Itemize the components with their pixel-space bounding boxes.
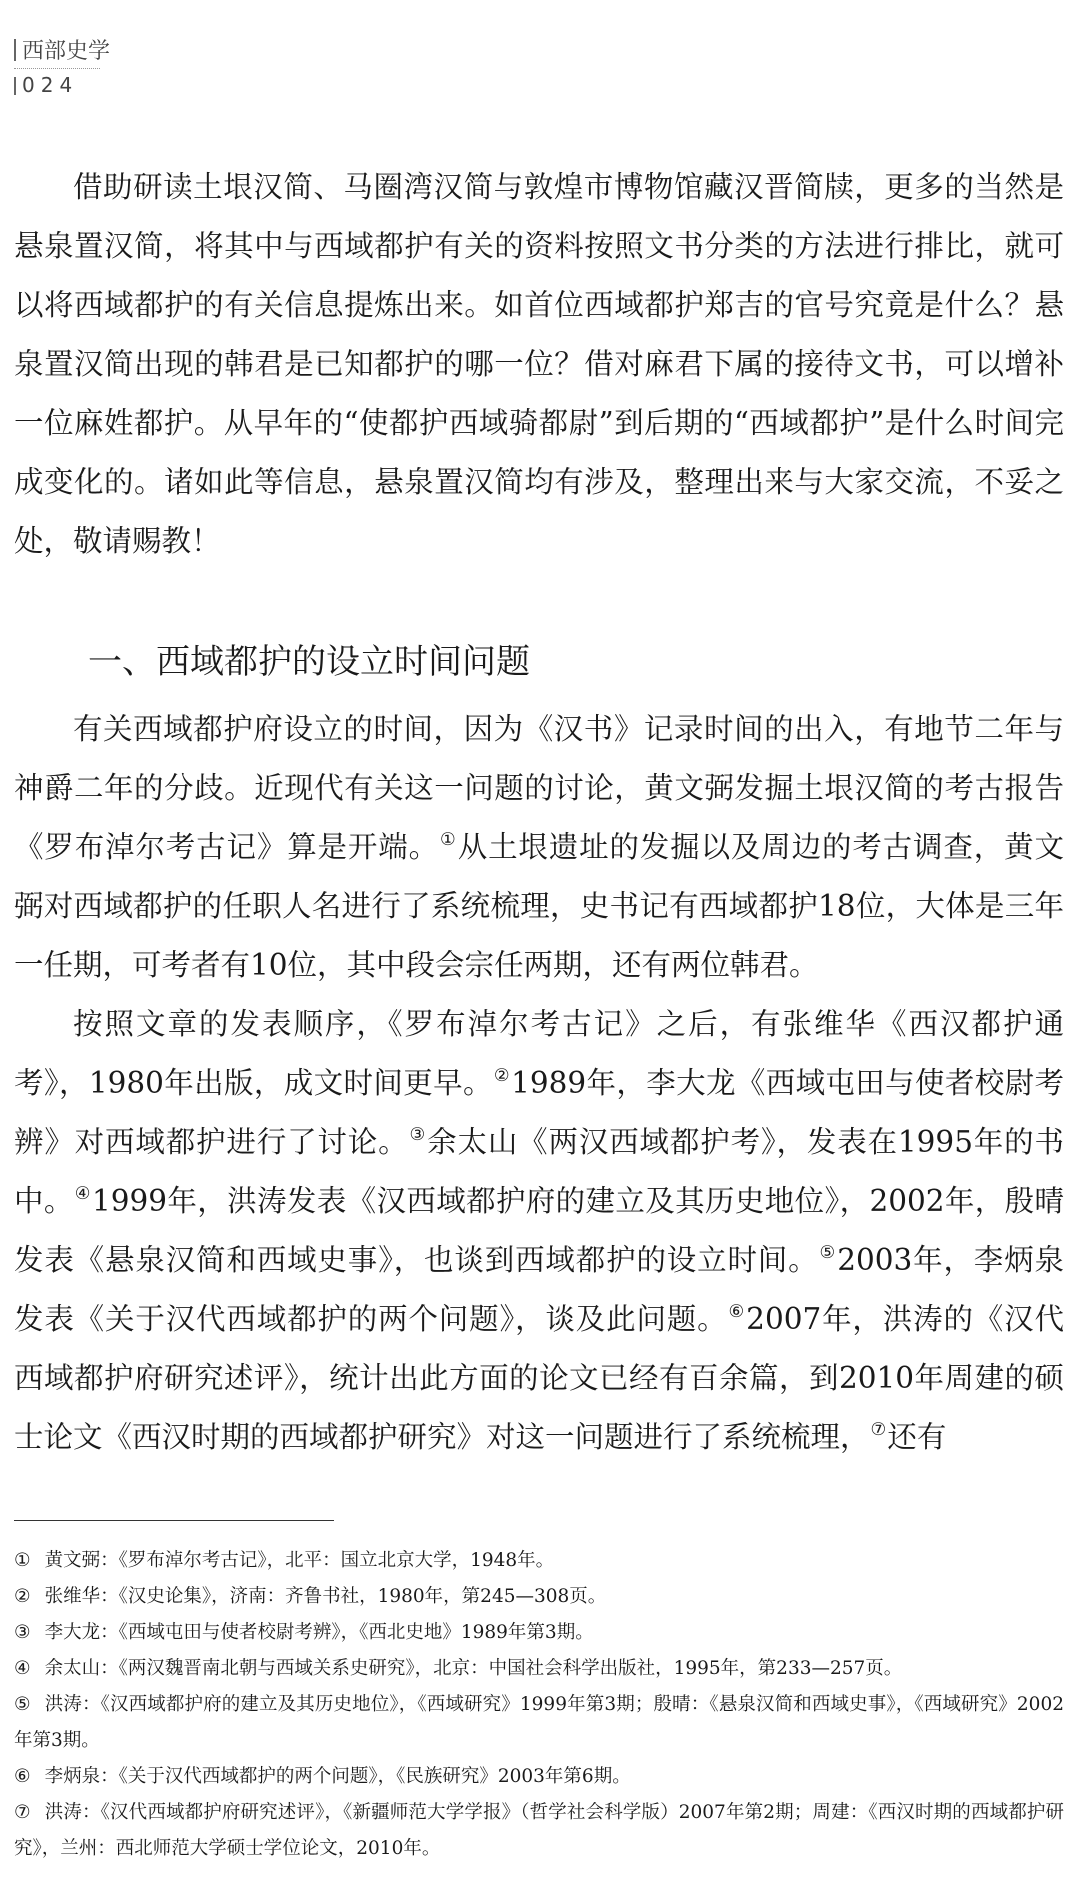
- text-run: 还有: [887, 1420, 947, 1454]
- footnote-mark: ⑥: [14, 1766, 31, 1787]
- footnote-mark: ①: [14, 1550, 31, 1571]
- text-run: 从土垠遗址的发掘以及周边的考古调查，黄文弼对西域都护的任职人名进行了系统梳理，史书记有西域都护18位，大体是三年一任期，可考者有10位，其中段会宗任两期，还有两位韩君。: [14, 830, 1064, 982]
- intro-section: [14, 158, 1064, 571]
- footnote-ref[interactable]: ⑤: [819, 1242, 837, 1263]
- footnotes: [14, 1543, 1064, 1867]
- footnote-ref[interactable]: ①: [440, 829, 457, 850]
- page-number-line: [14, 71, 110, 100]
- footnote-mark: ②: [14, 1586, 31, 1607]
- footnote-text: 张维华：《汉史论集》，济南：齐鲁书社，1980年，第245—308页。: [44, 1586, 607, 1607]
- footnote-text: 黄文弼：《罗布淖尔考古记》，北平：国立北京大学，1948年。: [44, 1550, 555, 1571]
- footnote-2: [14, 1579, 1064, 1615]
- footnote-ref[interactable]: ⑥: [728, 1301, 746, 1322]
- footnote-text: 李大龙：《西域屯田与使者校尉考辨》，《西北史地》1989年第3期。: [44, 1622, 594, 1643]
- text-run: 按照文章的发表顺序，《罗布淖尔考古记》之后，有张维华《西汉都护通考》，1980年出版，成文时间更早。: [14, 1007, 1064, 1100]
- footnote-7: [14, 1795, 1064, 1867]
- journal-title: [14, 38, 110, 66]
- text-run: 余太山《两汉西域都护考》，发表在1995年的书中。: [14, 1125, 1064, 1218]
- journal-name: 西部史学: [22, 39, 111, 64]
- footnote-text: 洪涛：《汉西域都护府的建立及其历史地位》，《西域研究》1999年第3期；殷晴：《悬泉汉简和西域史事》，《西域研究》2002年第3期。: [14, 1694, 1064, 1751]
- footnote-ref[interactable]: ②: [493, 1065, 511, 1086]
- body-paragraph-1: [14, 700, 1064, 995]
- text-run: 有关西域都护府设立的时间，因为《汉书》记录时间的出入，有地节二年与神爵二年的分歧。近现代有关这一问题的讨论，黄文弼发掘土垠汉简的考古报告《罗布淖尔考古记》算是开端。: [14, 712, 1064, 864]
- footnote-3: [14, 1615, 1064, 1651]
- footnote-1: [14, 1543, 1064, 1579]
- section-heading: 一、西域都护的设立时间问题: [88, 642, 530, 682]
- text-run: 2003年，李炳泉发表《关于汉代西域都护的两个问题》，谈及此问题。: [14, 1243, 1064, 1336]
- footnote-text: 李炳泉：《关于汉代西域都护的两个问题》，《民族研究》2003年第6期。: [44, 1766, 631, 1787]
- body-paragraph-2: [14, 995, 1064, 1467]
- footnote-mark: ④: [14, 1658, 31, 1679]
- text-run: 1999年，洪涛发表《汉西域都护府的建立及其历史地位》，2002年，殷晴发表《悬泉汉简和西域史事》，也谈到西域都护的设立时间。: [14, 1184, 1064, 1277]
- footnote-text: 洪涛：《汉代西域都护府研究述评》，《新疆师范大学学报》（哲学社会科学版）2007年第2期；周建：《西汉时期的西域都护研究》，兰州：西北师范大学硕士学位论文，2010年。: [14, 1802, 1064, 1859]
- footnote-ref[interactable]: ③: [409, 1124, 427, 1145]
- header-bar: [14, 39, 16, 61]
- page-number-bar: [14, 77, 16, 95]
- text-run: 2007年，洪涛的《汉代西域都护府研究述评》，统计出此方面的论文已经有百余篇，到2010年周建的硕士论文《西汉时期的西域都护研究》对这一问题进行了系统梳理，: [14, 1302, 1064, 1454]
- footnote-ref[interactable]: ④: [74, 1183, 91, 1204]
- page-number: 024: [22, 73, 79, 97]
- running-header: [14, 38, 110, 100]
- footnote-mark: ③: [14, 1622, 31, 1643]
- footnote-4: [14, 1651, 1064, 1687]
- footnote-6: [14, 1759, 1064, 1795]
- footnote-mark: ⑦: [14, 1802, 31, 1823]
- footnote-5: [14, 1687, 1064, 1759]
- header-rule: [14, 68, 100, 69]
- intro-paragraph: 借助研读土垠汉简、马圈湾汉简与敦煌市博物馆藏汉晋简牍，更多的当然是悬泉置汉简，将其中与西域都护有关的资料按照文书分类的方法进行排比，就可以将西域都护的有关信息提炼出来。如首位西域都护郑吉的官号究竟是什么？悬泉置汉简出现的韩君是已知都护的哪一位？借对麻君下属的接待文书，可以增补一位麻姓都护。从早年的“使都护西域骑都尉”到后期的“西域都护”是什么时间完成变化的。诸如此等信息，悬泉置汉简均有涉及，整理出来与大家交流，不妥之处，敬请赐教！: [14, 170, 1064, 558]
- footnote-mark: ⑤: [14, 1694, 31, 1715]
- footnote-text: 余太山：《两汉魏晋南北朝与西域关系史研究》，北京：中国社会科学出版社，1995年，第233—257页。: [44, 1658, 903, 1679]
- footnote-divider: [14, 1520, 334, 1521]
- section-body: [14, 700, 1064, 1467]
- text-run: 1989年，李大龙《西域屯田与使者校尉考辨》对西域都护进行了讨论。: [14, 1066, 1065, 1159]
- footnote-ref[interactable]: ⑦: [870, 1419, 887, 1440]
